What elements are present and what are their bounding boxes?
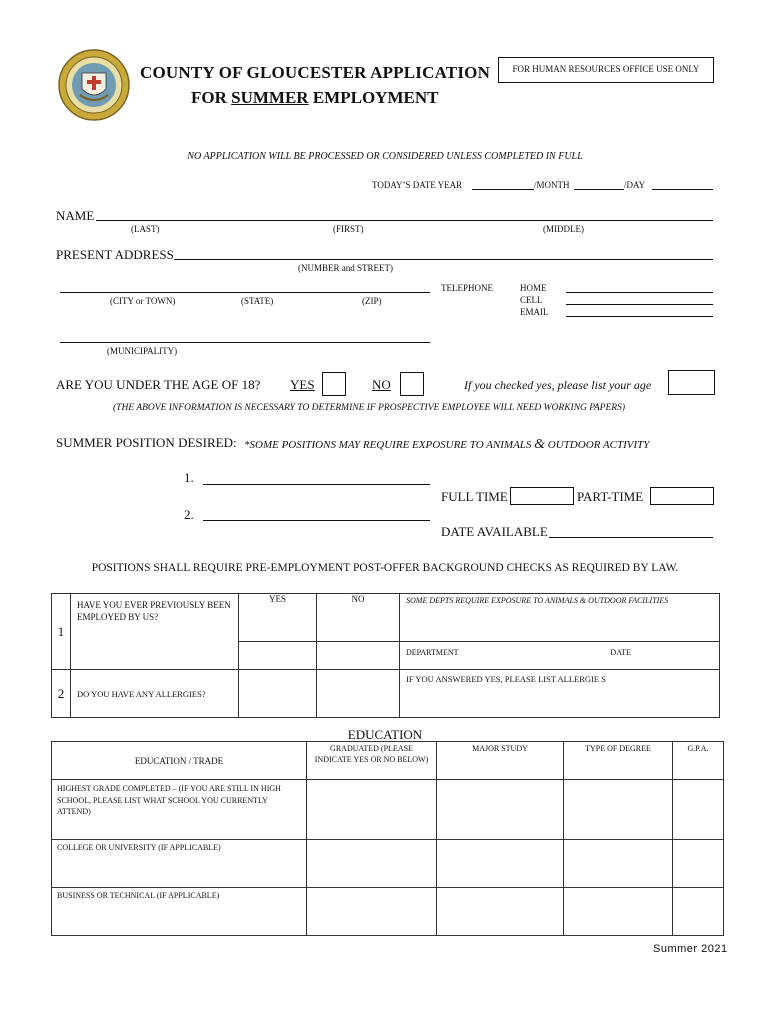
age-no-checkbox[interactable] xyxy=(400,372,424,396)
title-line-1: COUNTY OF GLOUCESTER APPLICATION xyxy=(140,63,491,82)
edu-col-degree-label: TYPE OF DEGREE xyxy=(585,744,651,753)
q1-department-cell[interactable] xyxy=(400,642,720,670)
form-subtitle xyxy=(191,88,438,108)
q1-no-header xyxy=(317,594,400,642)
depts-exposure-note: SOME DEPTS REQUIRE EXPOSURE TO ANIMALS & OUTDOOR FACILITIES xyxy=(406,596,669,605)
position-note-amp: & xyxy=(534,437,546,452)
position-label: SUMMER POSITION DESIRED: xyxy=(56,435,237,450)
edu-col-graduated-label: GRADUATED (PLEASE INDICATE YES OR NO BELOW) xyxy=(314,744,429,764)
q1-depts-note-cell xyxy=(400,594,720,642)
title-line-2-pre: FOR xyxy=(191,88,232,107)
education-table xyxy=(51,741,724,936)
edu-col-graduated xyxy=(307,742,437,780)
position-exposure-note xyxy=(244,437,649,453)
department-label: DEPARTMENT xyxy=(406,648,459,657)
name-field[interactable] xyxy=(96,220,713,221)
q1-no-label: NO xyxy=(351,594,365,604)
q1-yes-header xyxy=(239,594,317,642)
q1-question: HAVE YOU EVER PREVIOUSLY BEEN EMPLOYED BY US? xyxy=(77,600,231,622)
email-label: EMAIL xyxy=(520,307,549,317)
edu-col-trade xyxy=(52,742,307,780)
address-label: PRESENT ADDRESS xyxy=(56,247,174,262)
address-city-field[interactable] xyxy=(60,292,430,293)
hr-office-label: FOR HUMAN RESOURCES OFFICE USE ONLY xyxy=(512,64,700,74)
edu-highschool-graduated[interactable] xyxy=(307,780,437,840)
q1-no-answer[interactable] xyxy=(317,642,400,670)
edu-row-highschool-label: HIGHEST GRADE COMPLETED – (IF YOU ARE STILL IN HIGH SCHOOL, PLEASE LIST WHAT SCHOOL YOU CURRENTLY ATTEND) xyxy=(57,784,281,817)
processing-notice: NO APPLICATION WILL BE PROCESSED OR CONSIDERED UNLESS COMPLETED IN FULL xyxy=(187,151,583,162)
working-papers-note: (THE ABOVE INFORMATION IS NECESSARY TO DETERMINE IF PROSPECTIVE EMPLOYEE WILL NEED WORKING PAPERS) xyxy=(113,403,625,413)
position-1-number: 1. xyxy=(184,470,194,485)
home-phone-label: HOME xyxy=(520,283,547,293)
edu-row-business xyxy=(52,888,307,936)
municipality-caption: (MUNICIPALITY) xyxy=(107,346,178,356)
title-line-2-post: EMPLOYMENT xyxy=(308,88,439,107)
position-2-number: 2. xyxy=(184,507,194,522)
telephone-label: TELEPHONE xyxy=(441,283,493,293)
date-month-field[interactable] xyxy=(574,189,624,190)
age-prompt: If you checked yes, please list your age xyxy=(464,378,652,392)
q2-no-answer[interactable] xyxy=(317,670,400,718)
edu-col-major-label: MAJOR STUDY xyxy=(472,744,528,753)
full-time-box[interactable] xyxy=(510,487,574,505)
address-zip-caption: (ZIP) xyxy=(362,296,382,306)
address-street-caption: (NUMBER and STREET) xyxy=(298,263,393,273)
name-middle-caption: (MIDDLE) xyxy=(543,224,584,234)
hr-office-box xyxy=(498,57,714,83)
q2-number-cell xyxy=(52,670,71,718)
edu-highschool-degree[interactable] xyxy=(564,780,673,840)
q1-number: 1 xyxy=(57,623,65,639)
date-year-field[interactable] xyxy=(472,189,534,190)
name-last-caption: (LAST) xyxy=(131,224,160,234)
age-yes-checkbox[interactable] xyxy=(322,372,346,396)
q2-allergies-cell[interactable] xyxy=(400,670,720,718)
allergies-note: IF YOU ANSWERED YES, PLEASE LIST ALLERGIE S xyxy=(406,674,606,684)
edu-col-trade-label: EDUCATION / TRADE xyxy=(134,755,224,766)
q2-yes-answer[interactable] xyxy=(239,670,317,718)
edu-col-gpa xyxy=(673,742,724,780)
date-year-label: TODAY’S DATE YEAR xyxy=(372,180,463,190)
age-input-box[interactable] xyxy=(668,370,715,395)
date-label: DATE xyxy=(610,648,631,657)
address-street-field[interactable] xyxy=(174,259,713,260)
name-first-caption: (FIRST) xyxy=(333,224,364,234)
edu-college-degree[interactable] xyxy=(564,840,673,888)
address-city-caption: (CITY or TOWN) xyxy=(110,296,176,306)
q2-question: DO YOU HAVE ANY ALLERGIES? xyxy=(77,688,206,699)
edu-col-degree xyxy=(564,742,673,780)
education-heading: EDUCATION xyxy=(347,727,423,742)
title-line-2-summer: SUMMER xyxy=(231,88,309,107)
q1-yes-answer[interactable] xyxy=(239,642,317,670)
email-field[interactable] xyxy=(566,316,713,317)
edu-business-degree[interactable] xyxy=(564,888,673,936)
position-note-post: OUTDOOR ACTIVITY xyxy=(545,439,650,451)
date-day-field[interactable] xyxy=(652,189,713,190)
q2-text-cell xyxy=(71,670,239,718)
date-available-label: DATE AVAILABLE xyxy=(441,524,548,539)
edu-col-major xyxy=(437,742,564,780)
edu-row-college-label: COLLEGE OR UNIVERSITY (IF APPLICABLE) xyxy=(57,843,221,852)
employment-questions-table xyxy=(51,593,720,718)
edu-college-major[interactable] xyxy=(437,840,564,888)
name-label: NAME xyxy=(56,208,95,223)
form-title xyxy=(140,63,490,83)
address-state-caption: (STATE) xyxy=(241,296,274,306)
edu-highschool-major[interactable] xyxy=(437,780,564,840)
date-month-label: /MONTH xyxy=(534,180,570,190)
home-phone-field[interactable] xyxy=(566,292,713,293)
q2-number: 2 xyxy=(57,685,65,701)
cell-phone-label: CELL xyxy=(520,295,543,305)
background-check-notice: POSITIONS SHALL REQUIRE PRE-EMPLOYMENT POST-OFFER BACKGROUND CHECKS AS REQUIRED BY LAW. xyxy=(91,562,679,574)
county-seal-icon xyxy=(58,49,130,121)
edu-business-major[interactable] xyxy=(437,888,564,936)
municipality-field[interactable] xyxy=(60,342,430,343)
age-yes-label: YES xyxy=(290,377,315,392)
part-time-label: PART-TIME xyxy=(577,489,644,504)
edu-college-gpa[interactable] xyxy=(673,840,724,888)
edu-row-business-label: BUSINESS OR TECHNICAL (IF APPLICABLE) xyxy=(57,891,220,900)
date-available-field[interactable] xyxy=(549,537,713,538)
edu-row-highschool xyxy=(52,780,307,840)
edu-business-gpa[interactable] xyxy=(673,888,724,936)
edu-col-gpa-label: G.P.A. xyxy=(687,744,709,753)
q1-yes-label: YES xyxy=(268,594,286,604)
q1-text-cell xyxy=(71,594,239,670)
position-note-pre: *SOME POSITIONS MAY REQUIRE EXPOSURE TO ANIMALS xyxy=(244,439,535,451)
part-time-box[interactable] xyxy=(650,487,714,505)
position-2-field[interactable] xyxy=(203,520,430,521)
edu-highschool-gpa[interactable] xyxy=(673,780,724,840)
full-time-label: FULL TIME xyxy=(441,489,508,504)
edu-college-graduated[interactable] xyxy=(307,840,437,888)
footer-version: Summer 2021 xyxy=(653,943,728,955)
cell-phone-field[interactable] xyxy=(566,304,713,305)
edu-row-college xyxy=(52,840,307,888)
age-no-label: NO xyxy=(372,377,391,392)
edu-business-graduated[interactable] xyxy=(307,888,437,936)
position-1-field[interactable] xyxy=(203,484,430,485)
q1-number-cell xyxy=(52,594,71,670)
age-question: ARE YOU UNDER THE AGE OF 18? xyxy=(56,377,261,392)
date-day-label: /DAY xyxy=(624,180,646,190)
